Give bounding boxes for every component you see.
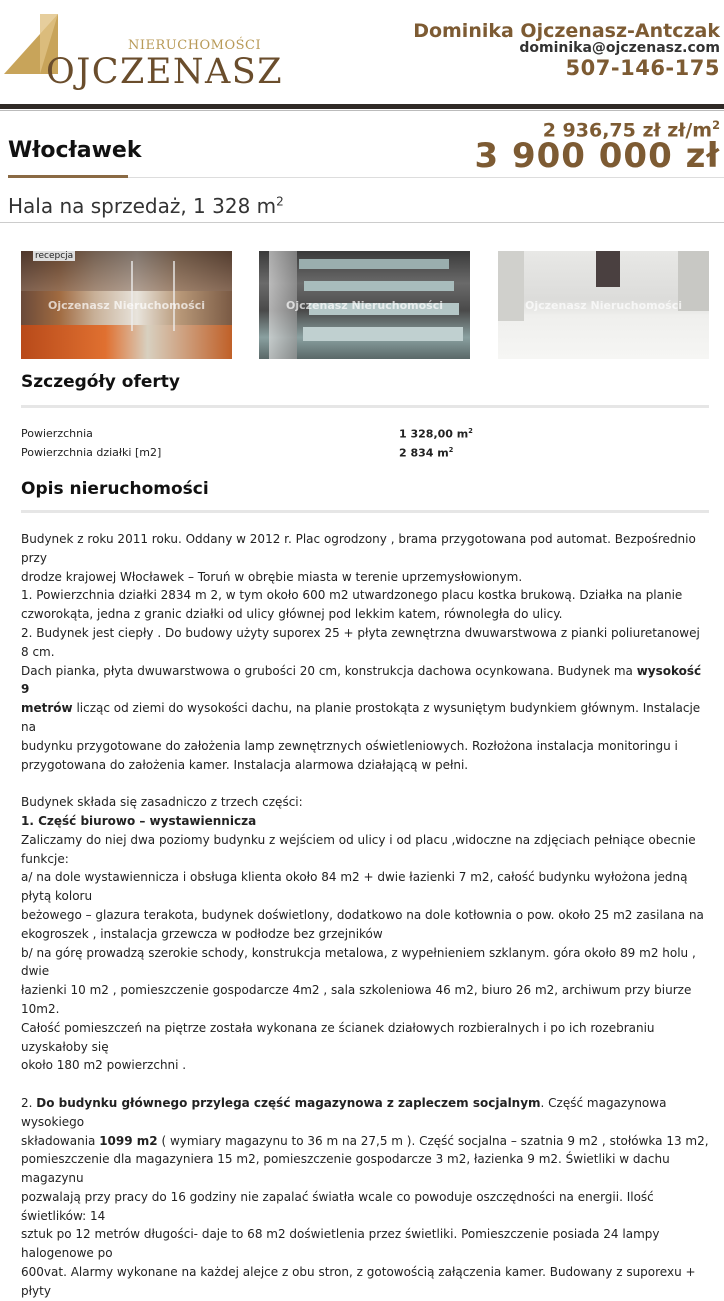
header-divider-thin xyxy=(0,110,724,111)
text-line: łazienki 10 m2 , pomieszczenie gospodarcze 4m2 , sala szkoleniowa 46 m2, biuro 26 m2, archiwum przy biurze 10m2. xyxy=(21,983,692,1016)
listing-title: Hala na sprzedaż, 1 328 $m^2$ xyxy=(8,194,284,218)
logo-text: OJCZENASZ xyxy=(46,52,284,92)
logo-subtitle: NIERUCHOMOŚCI xyxy=(128,38,262,53)
text-line: pomieszczenie dla magazyniera 15 m2, pomieszczenie gospodarcze 3 m2, łazienka 9 m2. Świetliki w dachu magazynu xyxy=(21,1152,670,1186)
title-divider xyxy=(0,222,724,223)
text-line: 2. Do budynku głównego przylega część magazynowa z zapleczem socjalnym. Część magazynowa wysokiego xyxy=(21,1095,667,1129)
agent-phone[interactable]: 507-146-175 xyxy=(565,56,720,80)
description-divider xyxy=(21,510,709,513)
text-line: 2. Budynek jest ciepły . Do budowy użyty suporex 25 + płyta zewnętrzna dwuwarstwowa z pianki poliuretanowej 8 cm. xyxy=(21,625,700,659)
text-line: 600vat. Alarmy wykonane na każdej alejce z obu stron, z gotowością załączenia kamer. Budowany z suporexu + płyty xyxy=(21,1265,696,1298)
description-body xyxy=(21,530,711,1301)
photo-hall[interactable] xyxy=(498,251,709,359)
text-line: drodze krajowej Włocławek – Toruń w obrębie miasta w terenie uprzemysłowionym. xyxy=(21,569,523,584)
text-line: 1. Część biurowo – wystawiennicza xyxy=(21,813,257,828)
text-line: Dach pianka, płyta dwuwarstwowa o grubości 20 cm, konstrukcja dachowa ocynkowana. Budynek ma wysokość 9 xyxy=(21,663,702,697)
city-divider xyxy=(128,177,724,178)
text-line: składowania 1099 m2 ( wymiary magazynu to 36 m na 27,5 m ). Część socjalna – szatnia 9 m2 , stołówka 13 m2, xyxy=(21,1133,709,1148)
text-line: czworokąta, jedna z granic działki od ulicy głównej pod lekkim katem, równoległa do ulicy. xyxy=(21,607,563,622)
photo-caption: recepcja xyxy=(35,251,74,261)
photo-reception[interactable] xyxy=(21,251,232,359)
text-line: metrów licząc od ziemi do wysokości dachu, na planie prostokąta z wysuniętym budynkiem głównym. Instalacje na xyxy=(21,701,701,734)
price-per-m2: 2 936,75 zł $zł/m^2$ xyxy=(542,118,720,142)
text-line: sztuk po 12 metrów długości- daje to 68 m2 doświetlenia przez świetliki. Pomieszczenie posiada 24 lampy halogenowe po xyxy=(21,1227,660,1261)
text-line: Budynek składa się zasadniczo z trzech części: xyxy=(21,795,303,810)
text-line: Zaliczamy do niej dwa poziomy budynku z wejściem od ulicy i od placu ,widoczne na zdjęciach pełniące obecnie funkcje: xyxy=(21,832,696,866)
text-line: beżowego – glazura terakota, budynek doświetlony, dodatkowo na dole kotłownia o pow. około 25 m2 zasilana na xyxy=(21,907,704,922)
text-line: ekogroszek , instalacja grzewcza w podłodze bez grzejników xyxy=(21,926,383,941)
text-line: budynku przygotowane do założenia lamp zewnętrznych oświetleniowych. Rozłożona instalacja monitoringu i xyxy=(21,738,678,753)
agent-name: Dominika Ojczenasz-Antczak xyxy=(413,20,720,42)
photo-watermark: Ojczenasz Nieruchomości xyxy=(48,299,205,312)
details-divider xyxy=(21,405,709,408)
photo-watermark: Ojczenasz Nieruchomości xyxy=(525,299,682,312)
details-heading: Szczegóły oferty xyxy=(21,372,180,392)
detail-label: Powierzchnia działki [m2] xyxy=(21,446,162,459)
detail-value: 2 834 $m^2$ xyxy=(399,446,454,460)
detail-value: 1 328,00 $m^2$ xyxy=(399,427,473,441)
city-underline xyxy=(8,175,128,178)
description-heading: Opis nieruchomości xyxy=(21,479,209,499)
text-line: a/ na dole wystawiennicza i obsługa klienta około 84 m2 + dwie łazienki 7 m2, całość budynku wyłożona jedną płytą koloru xyxy=(21,870,688,904)
detail-label: Powierzchnia xyxy=(21,427,93,440)
photo-watermark: Ojczenasz Nieruchomości xyxy=(286,299,443,312)
listing-price: 3 900 000 zł xyxy=(474,136,720,176)
text-line: około 180 m2 powierzchni . xyxy=(21,1058,187,1073)
text-line: 1. Powierzchnia działki 2834 m 2, w tym około 600 m2 utwardzonego placu kostka brukową. Działka na planie xyxy=(21,588,683,603)
agent-email-link[interactable]: dominika@ojczenasz.com xyxy=(519,40,720,56)
header-divider xyxy=(0,104,724,109)
text-line: przygotowana do założenia kamer. Instalacja alarmowa działającą w pełni. xyxy=(21,757,469,772)
text-line: Budynek z roku 2011 roku. Oddany w 2012 r. Plac ogrodzony , brama przygotowana pod automat. Bezpośrednio przy xyxy=(21,532,696,565)
text-line: b/ na górę prowadzą szerokie schody, konstrukcja metalowa, z wypełnieniem szklanym. góra około 89 m2 holu , dwie xyxy=(21,945,696,979)
listing-city: Włocławek xyxy=(8,138,142,163)
text-line: pozwalają przy pracy do 16 godziny nie zapalać światła wcale co powoduje oszczędności na energii. Ilość świetlików: 14 xyxy=(21,1189,654,1223)
text-line: Całość pomieszczeń na piętrze została wykonana ze ścianek działowych rozbieralnych i po ich rozebraniu uzyskałoby się xyxy=(21,1020,655,1054)
photo-stairs[interactable] xyxy=(259,251,470,359)
